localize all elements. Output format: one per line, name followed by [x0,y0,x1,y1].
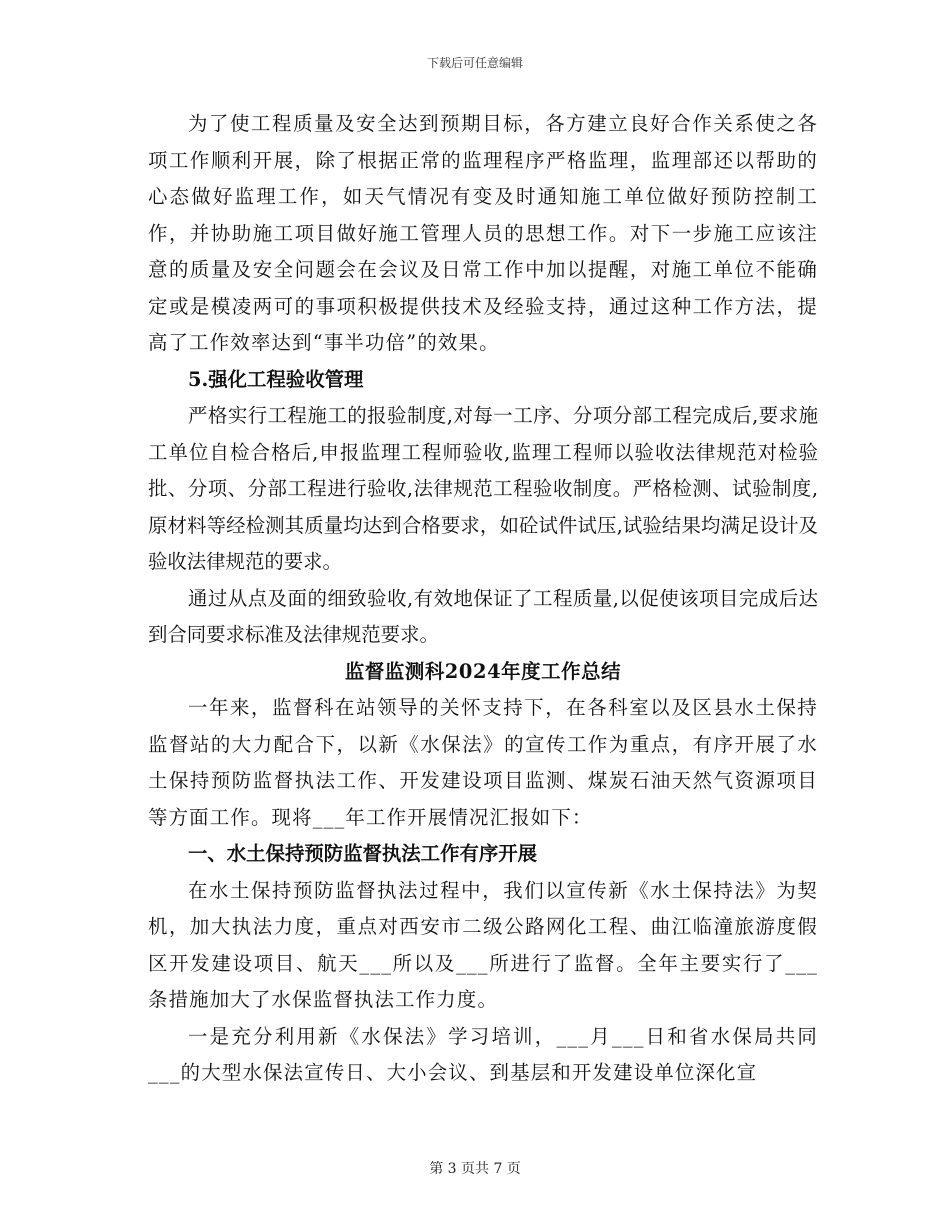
paragraph-acceptance-system: 严格实行工程施工的报验制度,对每一工序、分项分部工程完成后,要求施工单位自检合格后,申报监理工程师验收,监理工程师以验收法律规范对检验批、分项、分部工程进行验收,法律规范工程验收制度。严格检测、试验制度,原材料等经检测其质量均达到合格要求，如砼试件试压,试验结果均满足设计及验收法律规范的要求。 [148,404,818,573]
section-heading-enforcement: 一、水土保持预防监督执法工作有序开展 [188,842,538,865]
paragraph-annual-intro: 一年来，监督科在站领导的关怀支持下，在各科室以及区县水土保持监督站的大力配合下，以新《水保法》的宣传工作为重点，有序开展了水土保持预防监督执法工作、开发建设项目监测、煤炭石油天然气资源项目等方面工作。现将___年工作开展情况汇报如下： [148,696,818,829]
page-header: 下载后可任意编辑 [426,56,523,70]
section-heading-acceptance: 5.强化工程验收管理 [188,367,364,391]
paragraph-supervision-approach: 为了使工程质量及安全达到预期目标，各方建立良好合作关系使之各项工作顺利开展，除了根据正常的监理程序严格监理，监理部还以帮助的心态做好监理工作，如天气情况有变及时通知施工单位做好预防控制工作，并协助施工项目做好施工管理人员的思想工作。对下一步施工应该注意的质量及安全问题会在会议及日常工作中加以提醒，对施工单位不能确定或是模凌两可的事项积极提供技术及经验支持，通过这种工作方法，提高了工作效率达到“事半功倍”的效果。 [148,112,818,354]
paragraph-training: 一是充分利用新《水保法》学习培训，___月___日和省水保局共同___的大型水保法宣传日、大小会议、到基层和开发建设单位深化宣 [148,1024,818,1084]
paragraph-acceptance-result: 通过从点及面的细致验收,有效地保证了工程质量,以促使该项目完成后达到合同要求标准及法律规范要求。 [148,586,818,646]
page-number: 第 3 页共 7 页 [429,1161,521,1177]
paragraph-enforcement-detail: 在水土保持预防监督执法过程中，我们以宣传新《水土保持法》为契机，加大执法力度，重点对西安市二级公路网化工程、曲江临潼旅游度假区开发建设项目、航天___所以及___所进行了监督。全年主要实行了___条措施加大了水保监督执法工作力度。 [148,878,818,1011]
document-title: 监督监测科2024年度工作总结 [344,659,622,683]
document-body [148,106,818,1092]
